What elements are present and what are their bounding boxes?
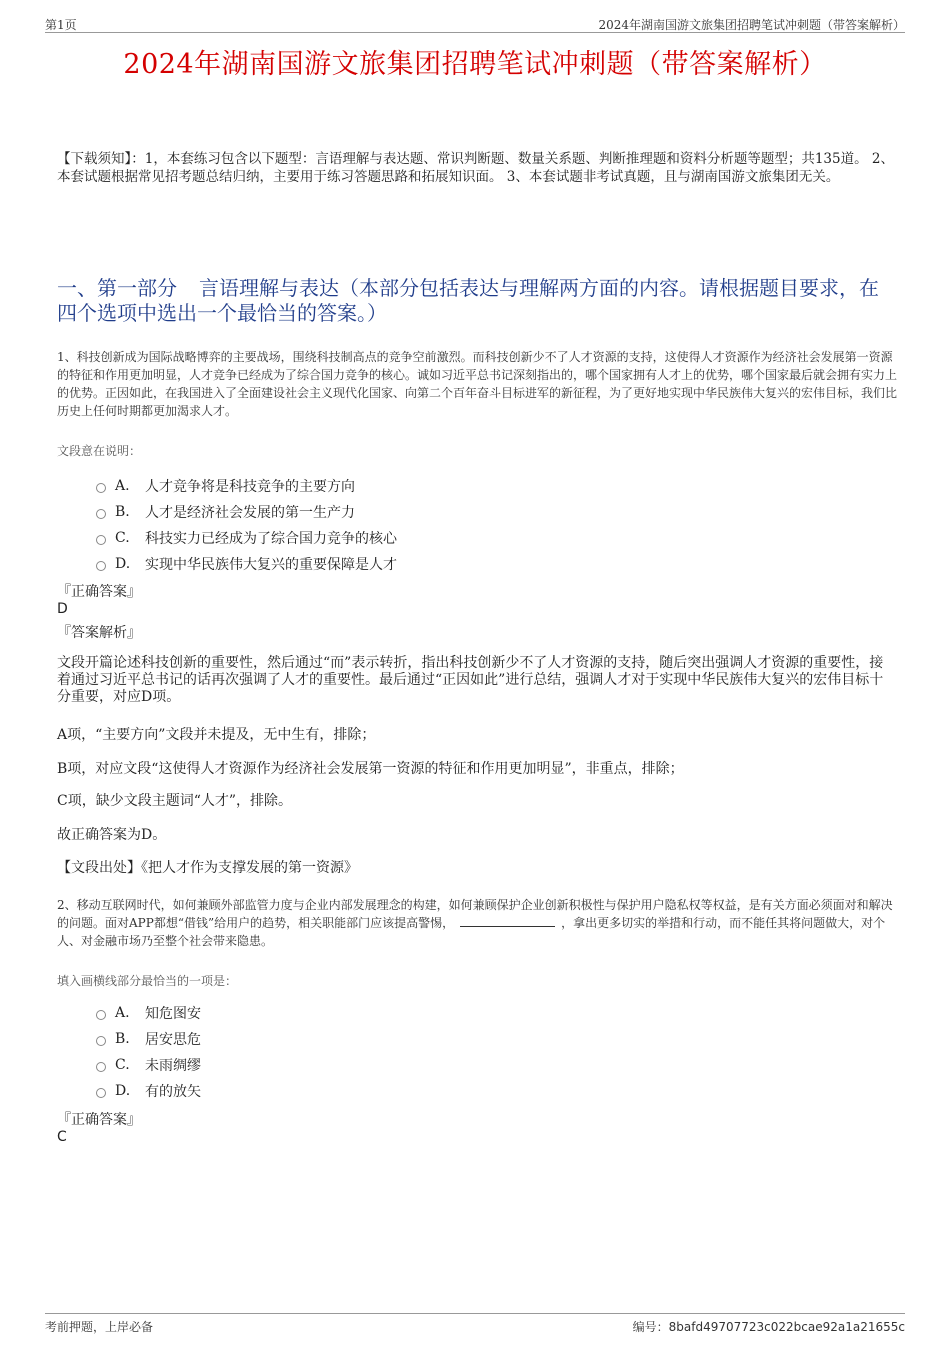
option-text: 未雨绸缪 [145,1058,201,1074]
option-text: 实现中华民族伟大复兴的重要保障是人才 [145,557,397,573]
question-1-prompt: 文段意在说明： [57,444,142,458]
q1-analysis-label: 『答案解析』 [57,625,141,641]
option-text: 人才竞争将是科技竞争的主要方向 [145,479,355,495]
option-letter: C. [115,530,130,546]
q1-analysis-paragraph: 文段开篇论述科技创新的重要性，然后通过“而”表示转折，指出科技创新少不了人才资源的支持，随后突出强调人才资源的重要性，接着通过习近平总书记的话再次强调了人才的重要性。最后通过“正因如此”进行总结，强调人才对于实现中华民族伟大复兴的宏伟目标十分重要，对应D项。 [57,655,884,705]
q2-text-before: 2、移动互联网时代，如何兼顾外部监管力度与企业内部发展理念的构建，如何兼顾保护企业创新积极性与保护用户隐私权等权益，是有关方面必须面对和解决的问题。面对APP都想“借钱”给用户的趋势，相关职能部门应该提高警惕， [57,898,893,930]
footer-code [633,1318,905,1335]
q1-answer: D [57,601,68,617]
q1-source: 【文段出处】《把人才作为支撑发展的第一资源》 [57,860,358,876]
radio-icon[interactable] [96,561,106,571]
radio-icon[interactable] [96,1088,106,1098]
q2-text-after: ，拿出更多切实的举措和行动，而不能任其将问题做大，对个人、对金融市场乃至整个社会带来隐患。 [57,916,886,948]
page-footer [45,1313,905,1336]
footer-slogan: 考前押题，上岸必备 [45,1320,154,1334]
q2-option-a[interactable] [96,1003,201,1023]
download-notice: 【下载须知】：1，本套练习包含以下题型：言语理解与表达题、常识判断题、数量关系题、判断推理题和资料分析题等题型；共135道。 2、本套试题根据常见招考题总结归纳，主要用于练习答题思路和拓展知识面。 3、本套试题非考试真题，且与湖南国游文旅集团无关。 [57,151,894,185]
q1-option-b[interactable] [96,502,355,522]
question-2-prompt: 填入画横线部分最恰当的一项是： [57,974,238,988]
q1-analysis-c: C项，缺少文段主题词“人才”，排除。 [57,793,293,809]
q1-option-a[interactable] [96,476,355,496]
option-letter: D. [115,1083,131,1099]
fill-blank [460,914,555,927]
q2-answer: C [57,1129,67,1145]
q2-option-c[interactable] [96,1055,201,1075]
question-2-text [57,896,899,950]
section-part: 一、第一部分 [57,276,177,300]
q2-option-b[interactable] [96,1029,201,1049]
q2-answer-label: 『正确答案』 [57,1112,141,1128]
option-letter: B. [115,1031,130,1047]
page-number: 第1页 [45,18,77,32]
section-heading [57,276,897,326]
option-letter: A. [115,1005,130,1021]
option-text: 人才是经济社会发展的第一生产力 [145,505,355,521]
document-title: 2024年湖南国游文旅集团招聘笔试冲刺题（带答案解析） [123,49,827,80]
option-letter: B. [115,504,130,520]
option-text: 居安思危 [145,1032,201,1048]
footer-code-value: 8bafd49707723c022bcae92a1a21655c [668,1320,905,1334]
q1-analysis-a: A项，“主要方向”文段并未提及，无中生有，排除； [57,727,376,743]
option-text: 知危图安 [145,1006,201,1022]
option-text: 有的放矢 [145,1084,201,1100]
radio-icon[interactable] [96,1062,106,1072]
radio-icon[interactable] [96,1036,106,1046]
header-doc-name: 2024年湖南国游文旅集团招聘笔试冲刺题（带答案解析） [598,18,905,32]
option-letter: C. [115,1057,130,1073]
option-letter: A. [115,478,130,494]
question-1-text: 1、科技创新成为国际战略博弈的主要战场，围绕科技制高点的竞争空前激烈。而科技创新少不了人才资源的支持，这使得人才资源作为经济社会发展第一资源的特征和作用更加明显，人才竞争已经成为了综合国力竞争的核心。诚如习近平总书记深刻指出的，哪个国家拥有人才上的优势，哪个国家最后就会拥有实力上的优势。正因如此，在我国进入了全面建设社会主义现代化国家、向第二个百年奋斗目标进军的新征程，为了更好地实现中华民族伟大复兴的宏伟目标，我们比历史上任何时期都更加渴求人才。 [57,350,898,418]
q1-analysis-conclusion: 故正确答案为D。 [57,827,167,843]
page-header [45,14,905,33]
option-text: 科技实力已经成为了综合国力竞争的核心 [145,531,397,547]
footer-code-label: 编号： [632,1320,669,1334]
section-title-text: 言语理解与表达（本部分包括表达与理解两方面的内容。请根据题目要求，在四个选项中选出一个最恰当的答案。） [57,276,879,325]
q2-option-d[interactable] [96,1081,201,1101]
radio-icon[interactable] [96,1010,106,1020]
option-letter: D. [115,556,131,572]
q1-option-d[interactable] [96,554,397,574]
q1-answer-label: 『正确答案』 [57,584,141,600]
radio-icon[interactable] [96,535,106,545]
radio-icon[interactable] [96,509,106,519]
q1-option-c[interactable] [96,528,397,548]
radio-icon[interactable] [96,483,106,493]
q1-analysis-b: B项，对应文段“这使得人才资源作为经济社会发展第一资源的特征和作用更加明显”，非重点，排除； [57,761,684,777]
